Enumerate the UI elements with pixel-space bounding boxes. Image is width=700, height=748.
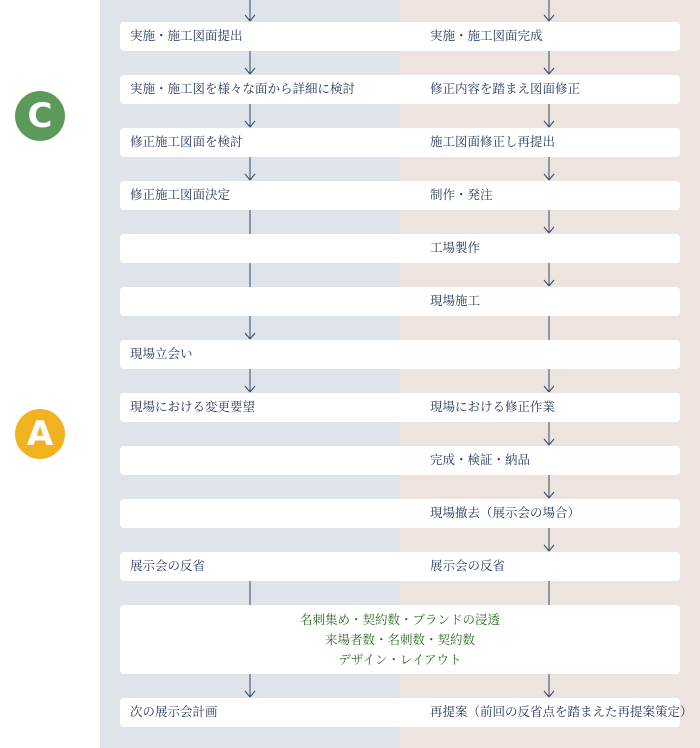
down-arrowhead-right-15 <box>549 439 554 445</box>
client-step-7: 現場立会い <box>130 346 193 361</box>
evaluation-summary-row <box>120 605 680 674</box>
down-arrowhead-right-14 <box>549 386 554 392</box>
down-arrowhead-left-11 <box>544 174 549 180</box>
company-step-10: 現場撤去（展示会の場合） <box>430 505 581 520</box>
flow-row-8 <box>120 393 680 422</box>
down-arrowhead-left-17 <box>544 545 549 551</box>
company-step-8: 現場における修正作業 <box>430 399 556 414</box>
summary-line-3: デザイン・レイアウト <box>338 652 462 667</box>
phase-a-letter: A <box>26 414 54 454</box>
client-step-1: 実施・施工図面提出 <box>130 28 243 43</box>
client-step-2: 実施・施工図を様々な面から詳細に検討 <box>130 81 356 96</box>
down-arrowhead-right-12 <box>549 227 554 233</box>
company-step-9: 完成・検証・納品 <box>430 452 531 467</box>
down-arrowhead-left-18 <box>544 691 549 697</box>
down-arrowhead-left-2 <box>245 68 250 74</box>
down-arrowhead-right-2 <box>250 68 255 74</box>
down-arrowhead-right-9 <box>549 68 554 74</box>
client-step-13: 次の展示会計画 <box>130 704 218 719</box>
company-step-3: 施工図面修正し再提出 <box>430 134 556 149</box>
down-arrowhead-right-17 <box>549 545 554 551</box>
down-arrowhead-right-18 <box>549 691 554 697</box>
summary-line-2: 来場者数・名刺数・契約数 <box>324 632 475 647</box>
down-arrowhead-left-12 <box>544 227 549 233</box>
down-arrowhead-right-11 <box>549 174 554 180</box>
down-arrowhead-left-9 <box>544 68 549 74</box>
down-arrowhead-left-6 <box>245 386 250 392</box>
company-step-4: 制作・発注 <box>430 187 493 202</box>
down-arrowhead-left-16 <box>544 492 549 498</box>
client-step-4: 修正施工図面決定 <box>130 187 231 202</box>
flow-row-11 <box>120 552 680 581</box>
down-arrowhead-left-13 <box>544 280 549 286</box>
company-step-6: 現場施工 <box>430 293 481 308</box>
client-step-11: 展示会の反省 <box>130 558 206 573</box>
company-step-5: 工場製作 <box>430 240 481 255</box>
down-arrowhead-right-6 <box>250 386 255 392</box>
down-arrowhead-left-8 <box>544 15 549 21</box>
down-arrowhead-right-4 <box>250 174 255 180</box>
down-arrowhead-right-13 <box>549 280 554 286</box>
flow-row-9 <box>120 446 680 475</box>
company-step-13: 再提案（前回の反省点を踏まえた再提案策定） <box>430 704 693 719</box>
flow-row-6 <box>120 287 680 316</box>
down-arrowhead-right-10 <box>549 121 554 127</box>
evaluation-summary <box>120 610 680 670</box>
company-step-2: 修正内容を踏まえ図面修正 <box>430 81 581 96</box>
flow-row-10 <box>120 499 680 528</box>
down-arrowhead-right-8 <box>549 15 554 21</box>
down-arrowhead-right-5 <box>250 333 255 339</box>
flow-row-7 <box>120 340 680 369</box>
company-step-1: 実施・施工図面完成 <box>430 28 543 43</box>
flow-row-2 <box>120 75 680 104</box>
down-arrowhead-left-4 <box>245 174 250 180</box>
flow-row-5 <box>120 234 680 263</box>
phase-c-letter: C <box>27 96 53 136</box>
down-arrowhead-right-3 <box>250 121 255 127</box>
flow-row-1 <box>120 22 680 51</box>
summary-line-1: 名刺集め・契約数・ブランドの浸透 <box>299 612 500 627</box>
flow-row-4 <box>120 181 680 210</box>
company-step-11: 展示会の反省 <box>430 558 506 573</box>
client-step-8: 現場における変更要望 <box>130 399 256 414</box>
phase-a-badge <box>15 409 65 459</box>
down-arrowhead-right-16 <box>549 492 554 498</box>
phase-c-badge <box>15 91 65 141</box>
flow-row-3 <box>120 128 680 157</box>
down-arrowhead-left-7 <box>245 691 250 697</box>
down-arrowhead-left-1 <box>245 15 250 21</box>
down-arrowhead-left-3 <box>245 121 250 127</box>
down-arrowhead-left-5 <box>245 333 250 339</box>
down-arrowhead-right-7 <box>250 691 255 697</box>
down-arrowhead-right-1 <box>250 15 255 21</box>
client-step-3: 修正施工図面を検討 <box>130 134 243 149</box>
down-arrowhead-left-14 <box>544 386 549 392</box>
down-arrowhead-left-15 <box>544 439 549 445</box>
down-arrowhead-left-10 <box>544 121 549 127</box>
flow-row-13 <box>120 698 693 727</box>
